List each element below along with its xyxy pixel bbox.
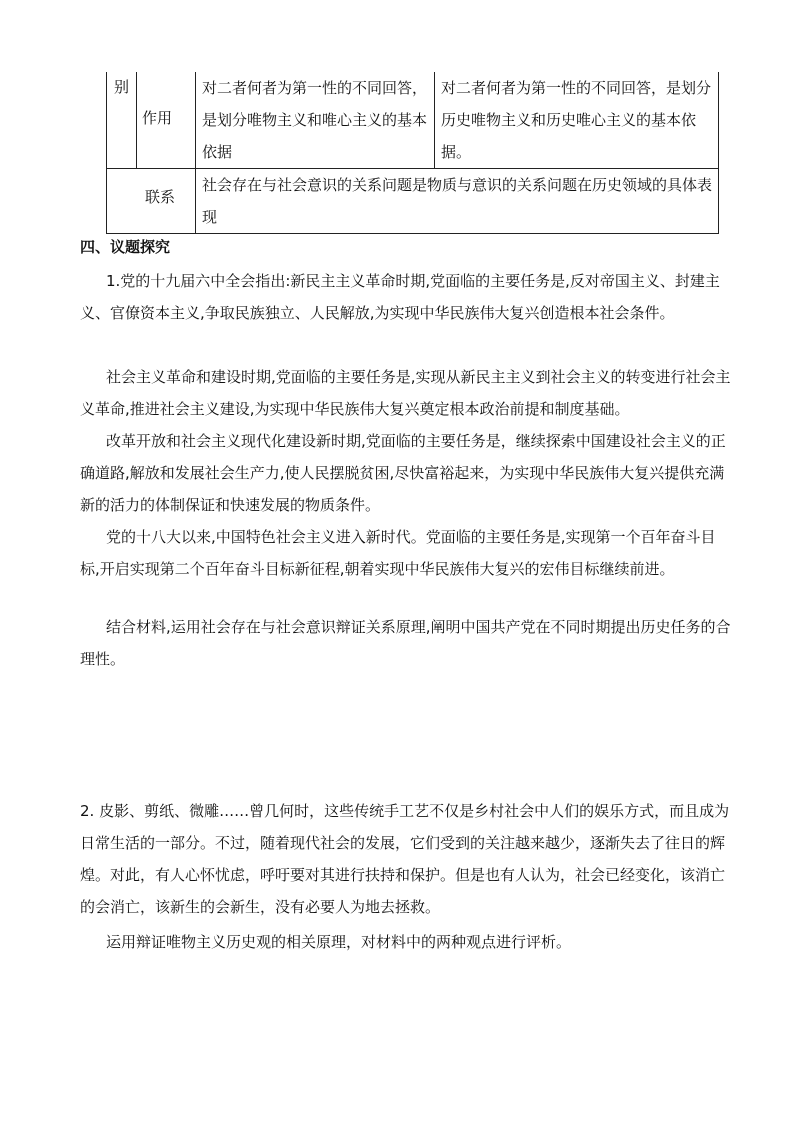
question-1-paragraph-4: 党的十八大以来,中国特色社会主义进入新时代。党面临的主要任务是,实现第一个百年奋斗目标,开启实现第二个百年奋斗目标新征程,朝着实现中华民族伟大复兴的宏伟目标继续前进。 xyxy=(80,528,716,578)
table-label-role: 作用 xyxy=(142,109,173,127)
question-2-paragraph-1: 2. 皮影、剪纸、微雕……曾几何时，这些传统手工艺不仅是乡村社会中人们的娱乐方式，而且成为日常生活的一部分。不过，随着现代社会的发展，它们受到的关注越来越少，逐渐失去了往日的辉煌。对此，有人心怀忧虑，呼吁要对其进行扶持和保护。但是也有人认为，社会已经变化，该消亡的会消亡，该新生的会新生，没有必要人为地去拯救。 xyxy=(80,802,730,916)
question-1-paragraph-2: 社会主义革命和建设时期,党面临的主要任务是,实现从新民主主义到社会主义的转变进行社会主义革命,推进社会主义建设,为实现中华民族伟大复兴奠定根本政治前提和制度基础。 xyxy=(80,368,731,418)
table-label-connection: 联系 xyxy=(145,188,176,206)
section-heading: 四、议题探究 xyxy=(80,238,171,256)
table-row xyxy=(107,72,719,169)
table-label-bie: 别 xyxy=(114,78,130,96)
comparison-table xyxy=(106,72,719,234)
table-cell-matter-consciousness: 对二者何者为第一性的不同回答，是划分唯物主义和唯心主义的基本依据 xyxy=(196,72,435,169)
table-cell-connection: 社会存在与社会意识的关系问题是物质与意识的关系问题在历史领域的具体表现 xyxy=(196,169,719,234)
table-row xyxy=(107,169,719,234)
question-1-paragraph-3: 改革开放和社会主义现代化建设新时期,党面临的主要任务是，继续探索中国建设社会主义的正确道路,解放和发展社会生产力,使人民摆脱贫困,尽快富裕起来，为实现中华民族伟大复兴提供充满新的活力的体制保证和快速发展的物质条件。 xyxy=(80,432,726,514)
question-1-paragraph-1: 1.党的十九届六中全会指出:新民主主义革命时期,党面临的主要任务是,反对帝国主义、封建主义、官僚资本主义,争取民族独立、人民解放,为实现中华民族伟大复兴创造根本社会条件。 xyxy=(80,272,720,322)
question-1-prompt: 结合材料,运用社会存在与社会意识辩证关系原理,阐明中国共产党在不同时期提出历史任务的合理性。 xyxy=(80,618,731,668)
table-cell-social-existence: 对二者何者为第一性的不同回答，是划分历史唯物主义和历史唯心主义的基本依据。 xyxy=(435,72,719,169)
question-2-prompt: 运用辩证唯物主义历史观的相关原理，对材料中的两种观点进行评析。 xyxy=(106,933,572,951)
